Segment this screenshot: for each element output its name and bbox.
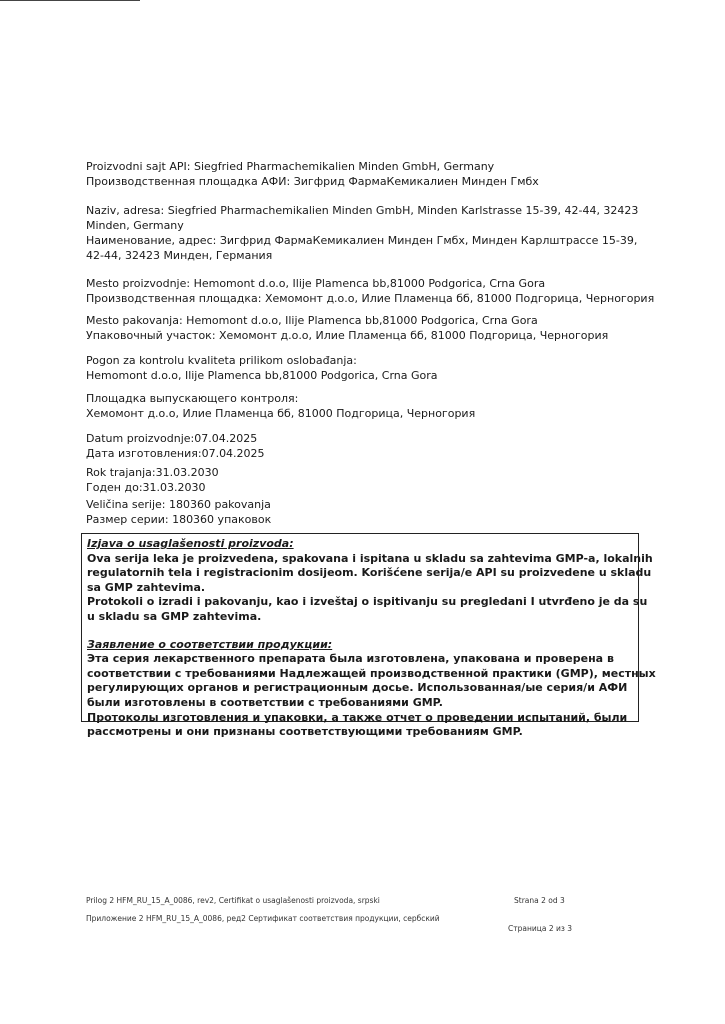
name-address-section xyxy=(86,203,646,263)
statement-ru-line: Эта серия лекарственного препарата была изготовлена, упакована и проверена в xyxy=(87,652,614,666)
release-qc-sr-1: Pogon za kontrolu kvaliteta prilikom oslobađanja: xyxy=(86,354,357,367)
statement-heading-sr: Izjava o usaglašenosti proizvoda: xyxy=(87,537,294,550)
packaging-site-sr: Mesto pakovanja: Hemomont d.o.o, Ilije Plamenca bb,81000 Podgorica, Crna Gora xyxy=(86,314,538,327)
expiry-date-sr: Rok trajanja:31.03.2030 xyxy=(86,466,219,479)
statement-ru-line: рассмотрены и они признаны соответствующими требованиям GMP. xyxy=(87,725,523,739)
batch-size-section xyxy=(86,497,646,527)
statement-ru-line: регулирующих органов и регистрационным досье. Использованная/ые серия/и АФИ xyxy=(87,681,628,695)
statement-heading-ru: Заявление о соответствии продукции: xyxy=(87,637,333,651)
expiry-date-section xyxy=(86,465,646,495)
manufacture-date-sr: Datum proizvodnje:07.04.2025 xyxy=(86,432,258,445)
batch-size-ru: Размер серии: 180360 упаковок xyxy=(86,513,272,526)
manufacture-site-sr: Mesto proizvodnje: Hemomont d.o.o, Ilije Plamenca bb,81000 Podgorica, Crna Gora xyxy=(86,277,546,290)
statement-ru-line: Протоколы изготовления и упаковки, а также отчет о проведении испытаний, были xyxy=(87,710,628,724)
statement-sr-line: sa GMP zahtevima. xyxy=(87,580,206,594)
release-qc-sr-2: Hemomont d.o.o, Ilije Plamenca bb,81000 Podgorica, Crna Gora xyxy=(86,369,438,382)
api-site-sr: Proizvodni sajt API: Siegfried Pharmachemikalien Minden GmbH, Germany xyxy=(86,160,495,173)
manufacture-site-section xyxy=(86,276,655,306)
expiry-date-ru: Годен до:31.03.2030 xyxy=(86,481,206,494)
statement-sr-line: u skladu sa GMP zahtevima. xyxy=(87,609,262,623)
packaging-site-ru: Упаковочный участок: Хемомонт д.о.о, Илие Пламенца бб, 81000 Подгорица, Черногория xyxy=(86,329,609,342)
conformity-statement-box xyxy=(81,533,656,739)
statement-sr-line: Ova serija leka je proizvedena, spakovana i ispitana u skladu sa zahtevima GMP-a, lokalnih xyxy=(87,551,653,565)
statement-sr-line: Protokoli o izradi i pakovanju, kao i izveštaj o ispitivanju su pregledani I utvrđeno je da su xyxy=(87,595,648,609)
statement-ru-line: соответствии с требованиями Надлежащей производственной практики (GMP), местных xyxy=(87,666,656,680)
statement-spacer xyxy=(87,625,633,638)
name-address-ru-2: 42-44, 32423 Минден, Германия xyxy=(86,249,273,262)
release-site-ru-1: Площадка выпускающего контроля: xyxy=(86,392,299,405)
name-address-sr-1: Naziv, adresa: Siegfried Pharmachemikalien Minden GmbH, Minden Karlstrasse 15-39, 42-44, 32423 xyxy=(86,204,639,217)
manufacture-date-section xyxy=(86,431,646,461)
statement-sr-line: regulatornih tela i registracionim dosijeom. Korišćene serija/e API su proizvedene u skladu xyxy=(87,566,652,580)
footer-doc-ref-ru: Приложение 2 HFM_RU_15_A_0086, ред2 Сертификат соответствия продукции, сербский xyxy=(86,914,440,923)
release-qc-section xyxy=(86,353,646,383)
api-site-section xyxy=(86,159,646,189)
release-site-ru-2: Хемомонт д.о.о, Илие Пламенца бб, 81000 Подгорица, Черногория xyxy=(86,407,476,420)
api-site-ru: Производственная площадка АФИ: Зигфрид ФармаКемикалиен Минден Гмбх xyxy=(86,175,539,188)
footer-doc-ref-sr: Prilog 2 HFM_RU_15_A_0086, rev2, Certifikat o usaglašenosti proizvoda, srpski xyxy=(86,896,380,905)
manufacture-site-ru: Производственная площадка: Хемомонт д.о.о, Илие Пламенца бб, 81000 Подгорица, Черногория xyxy=(86,292,655,305)
packaging-site-section xyxy=(86,313,646,343)
batch-size-sr: Veličina serije: 180360 pakovanja xyxy=(86,498,271,511)
release-site-section xyxy=(86,391,646,421)
name-address-ru-1: Наименование, адрес: Зигфрид ФармаКемикалиен Минден Гмбх, Минден Карлштрассе 15-39, xyxy=(86,234,638,247)
footer-page-number-ru: Страница 2 из 3 xyxy=(508,924,572,933)
manufacture-date-ru: Дата изготовления:07.04.2025 xyxy=(86,447,265,460)
footer-page-number-sr: Strana 2 od 3 xyxy=(514,896,565,905)
name-address-sr-2: Minden, Germany xyxy=(86,219,184,232)
statement-ru-line: были изготовлены в соответствии с требованиями GMP. xyxy=(87,695,443,709)
scan-edge-line xyxy=(0,0,140,1)
